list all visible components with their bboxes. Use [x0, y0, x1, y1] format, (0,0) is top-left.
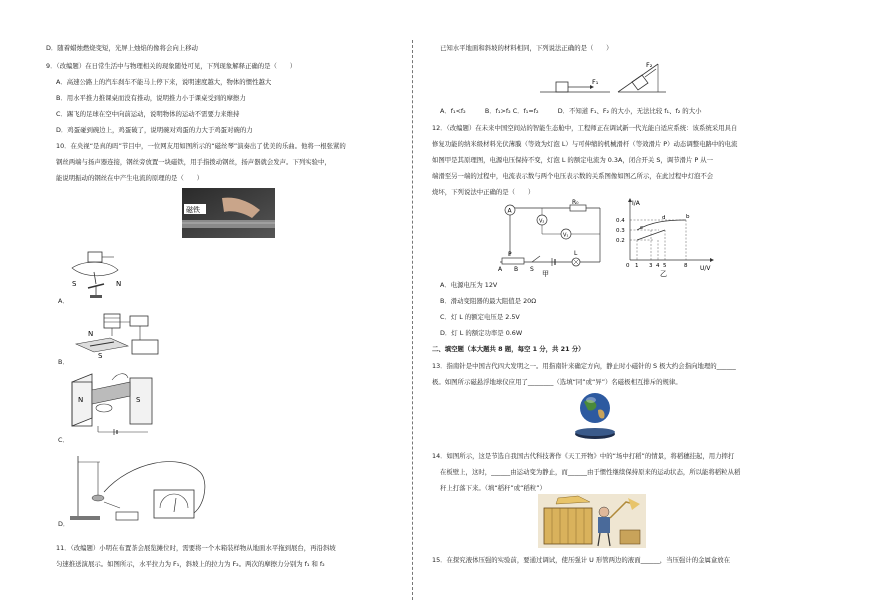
fig-a-motor: [68, 248, 128, 300]
q9-option-c: C．踢飞的足球在空中向前运动，说明物体的运动不需要力来维持: [56, 110, 240, 118]
graph-y04: 0.4: [616, 218, 625, 224]
q10-line2: 钢丝两端与扬声器连接，钢丝旁放置一块磁铁，用手指拨动钢丝，扬声器就会发声。下列实验中，: [56, 158, 331, 166]
circuit-label-jia: 甲: [542, 270, 549, 278]
q12-line1: 12．（改编题）在未来中国空间站的智能生态舱中，工程师正在调试新一代光能自适应系统：该系统采用具自: [432, 124, 738, 132]
graph-point-b: b: [686, 214, 690, 220]
fig-d-galvanometer: [70, 452, 212, 524]
q13-line2: 极。如图所示磁悬浮地球仪应用了________（选填“同”或“异”）名磁极相互排斥的规律。: [432, 378, 682, 386]
q12-option-b: B．滑动变阻器的最大阻值是 20Ω: [440, 297, 537, 305]
fig-b-s: S: [98, 352, 103, 360]
q10-line1: 10．在央视“是真的吗”节目中，一位网友用如图所示的“磁丝琴”演奏出了优美的乐曲。他将一根张紧的: [56, 142, 346, 150]
graph-y03: 0.3: [616, 228, 625, 234]
graph-x0: 0: [626, 263, 630, 269]
circuit-a: A: [498, 266, 503, 273]
q11-fig-f1: F₁: [592, 78, 599, 86]
q13-line1: 13．指南针是中国古代四大发明之一。用指南针来确定方向，静止时小磁针的 S 极大约会指向地理的______: [432, 362, 736, 370]
q10-option-a: A．: [58, 297, 69, 305]
graph-y02: 0.2: [616, 238, 625, 244]
graph-x5: 5: [663, 263, 667, 269]
q12-circuit-jia: [492, 198, 610, 278]
graph-xlabel: U/V: [700, 265, 711, 272]
fig-c-n: N: [78, 396, 84, 404]
q9-option-b: B．用水平推力推课桌而没有推动，说明推力小于课桌受到的摩擦力: [56, 94, 246, 102]
q10-option-c: C．: [58, 436, 69, 444]
photo-label: 磁铁: [186, 206, 200, 214]
q12-option-d: D．灯 L 的额定功率是 0.6W: [440, 329, 523, 337]
column-divider: [412, 40, 413, 600]
graph-x3: 3: [649, 263, 653, 269]
q9-stem: 9．（改编题）在日常生活中与物理相关的现象随处可见，下列现象解释正确的是（ ）: [46, 62, 297, 70]
q14-line2: 在板壁上，这时，______由运动变为静止，而______由于惯性继续保持原来的运动状态，所以能将稻粒从稻: [440, 468, 741, 476]
fig-a-n: N: [116, 280, 122, 288]
q12-option-a: A．电源电压为 12V: [440, 281, 498, 289]
q10-option-b: B．: [58, 358, 69, 366]
graph-x8: 8: [684, 263, 688, 269]
q15-line1: 15．在探究液体压强的实验前，要通过调试，使压强计 U 形管两边的液面______，当压强计的金属盒放在: [432, 556, 731, 564]
q11-box-figure: [540, 58, 670, 98]
circuit-b: B: [514, 266, 519, 273]
graph-label-yi: 乙: [660, 270, 667, 278]
q10-option-d: D．: [58, 520, 70, 528]
q12-line5: 烧坏，下列说法中正确的是（ ）: [432, 188, 535, 196]
circuit-v1: V₁: [563, 232, 569, 239]
q12-line2: 修复功能的纳米级材料光伏薄膜（等效为灯泡 L）与可伸缩的机械滑杆（等效滑片 P）动态调整电路中的电流: [432, 140, 738, 148]
maglev-globe-image: [570, 390, 620, 442]
fig-a-s: S: [72, 280, 77, 288]
q9-option-d: D．鸡蛋碰到碗边上，鸡蛋破了，说明碗对鸡蛋的力大于鸡蛋对碗的力: [56, 126, 253, 134]
graph-ylabel: I/A: [632, 200, 640, 207]
threshing-illustration: [538, 494, 646, 548]
graph-point-d: d: [662, 215, 666, 221]
circuit-s: S: [530, 266, 534, 273]
q12-line4: 端滑至另一端的过程中，电流表示数与两个电压表示数的关系图像如图乙所示，在此过程中灯泡不会: [432, 172, 714, 180]
q12-graph-yi: [616, 198, 716, 278]
q11-fig-f2: F₂: [646, 61, 653, 69]
circuit-r0: R₀: [572, 199, 579, 206]
q10-line3: 能说明振动的钢丝在中产生电流的原理的是（ ）: [56, 174, 203, 182]
fig-b-coil: [70, 310, 165, 360]
q8-option-d: D．随着蜡烛燃烧变短，光屏上烛焰的像将会向上移动: [46, 44, 198, 52]
q11-line2: 匀速推送演展示。如图所示，水平拉力为 F₁，斜坡上的拉力为 F₂。两次的摩擦力分别为 f₁ 和 f₂: [56, 560, 325, 568]
circuit-ammeter: A: [507, 207, 512, 215]
q11-options: A．f₁<f₂ B．f₁>f₂ C．f₁=f₂ D．不知道 F₁、F₂ 的大小，无法比较 f₁、f₂ 的大小: [440, 107, 702, 115]
circuit-v2: V₂: [539, 218, 545, 225]
graph-point-c: c: [640, 225, 644, 231]
graph-x1: 1: [635, 263, 639, 269]
section-2-heading: 二、填空题（本大题共 8 题，每空 1 分，共 21 分）: [432, 345, 585, 353]
q14-line1: 14．如图所示，这是节选自我国古代科技著作《天工开物》中的“场中打稻”的情景，将稻穗挂起，用力摔打: [432, 452, 735, 460]
graph-x4: 4: [656, 263, 660, 269]
circuit-p: P: [508, 251, 512, 258]
q11-cont: 已知水平地面和斜坡的材料相同，下列说法正确的是（ ）: [440, 44, 613, 52]
fig-b-n: N: [88, 330, 94, 338]
q12-option-c: C．灯 L 的额定电压是 2.5V: [440, 313, 520, 321]
q14-line3: 秆上打落下来。（填“稻秆”或“稻粒”）: [440, 484, 546, 492]
fig-c-generator: [68, 368, 158, 436]
q11-line1: 11．（改编题）小明在布置茶会展览摊位时，需要将一个木箱装样物从地面水平拖到展台，再沿斜坡: [56, 544, 336, 552]
circuit-l: L: [574, 250, 578, 257]
magnet-string-photo: [182, 188, 275, 238]
fig-c-s: S: [136, 396, 141, 404]
q12-line3: 如图甲是其原理图，电源电压保持不变，灯泡 L 的额定电流为 0.3A，闭合开关 S，调节滑片 P 从一: [432, 156, 714, 164]
q9-option-a: A．高速公路上的汽车刹车不能马上停下来，说明速度越大，物体的惯性越大: [56, 78, 272, 86]
